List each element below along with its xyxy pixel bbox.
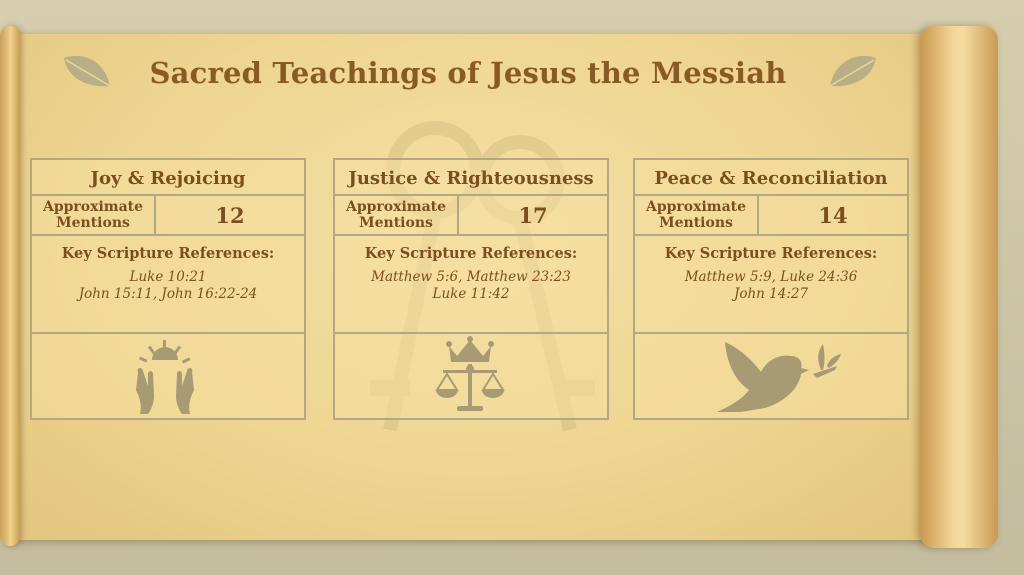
refs-line-1: Luke 10:21 xyxy=(129,269,207,285)
mentions-label xyxy=(335,196,459,234)
mentions-row xyxy=(32,196,304,236)
mentions-label-line-2: Mentions xyxy=(56,215,130,231)
mentions-label-line-2: Mentions xyxy=(359,215,433,231)
mentions-row xyxy=(335,196,607,236)
mentions-label-line-1: Approximate xyxy=(345,199,447,215)
refs-line-2: Luke 11:42 xyxy=(432,286,510,302)
mentions-label-line-1: Approximate xyxy=(42,199,144,215)
mentions-value: 14 xyxy=(818,203,848,228)
card-joy xyxy=(30,158,306,420)
card-icon-area xyxy=(635,334,907,418)
mentions-value: 12 xyxy=(215,203,245,228)
refs-title: Key Scripture References: xyxy=(664,245,878,262)
mentions-label xyxy=(32,196,156,234)
scripture-references xyxy=(335,236,607,334)
card-icon-area xyxy=(335,334,607,418)
dove-olive-branch-icon xyxy=(713,336,843,414)
refs-line-1: Matthew 5:9, Luke 24:36 xyxy=(684,269,858,285)
scroll-roll-left xyxy=(0,26,20,546)
refs-line-2: John 14:27 xyxy=(733,286,809,302)
crown-scales-icon xyxy=(435,336,505,414)
refs-title: Key Scripture References: xyxy=(61,245,275,262)
card-justice xyxy=(333,158,609,420)
scroll-roll-right xyxy=(920,26,998,548)
mentions-label-line-2: Mentions xyxy=(659,215,733,231)
mentions-label xyxy=(635,196,759,234)
card-heading: Justice & Righteousness xyxy=(335,160,607,196)
mentions-value: 17 xyxy=(518,203,548,228)
mentions-row xyxy=(635,196,907,236)
refs-line-1: Matthew 5:6, Matthew 23:23 xyxy=(371,269,571,285)
page-title: Sacred Teachings of Jesus the Messiah xyxy=(149,56,787,90)
refs-title: Key Scripture References: xyxy=(364,245,578,262)
scripture-references xyxy=(32,236,304,334)
card-icon-area xyxy=(32,334,304,418)
card-peace xyxy=(633,158,909,420)
card-heading: Peace & Reconciliation xyxy=(635,160,907,196)
refs-line-2: John 15:11, John 16:22-24 xyxy=(78,286,258,302)
card-heading: Joy & Rejoicing xyxy=(32,160,304,196)
raised-hands-sun-icon xyxy=(130,338,200,414)
mentions-label-line-1: Approximate xyxy=(645,199,747,215)
scripture-references xyxy=(635,236,907,334)
